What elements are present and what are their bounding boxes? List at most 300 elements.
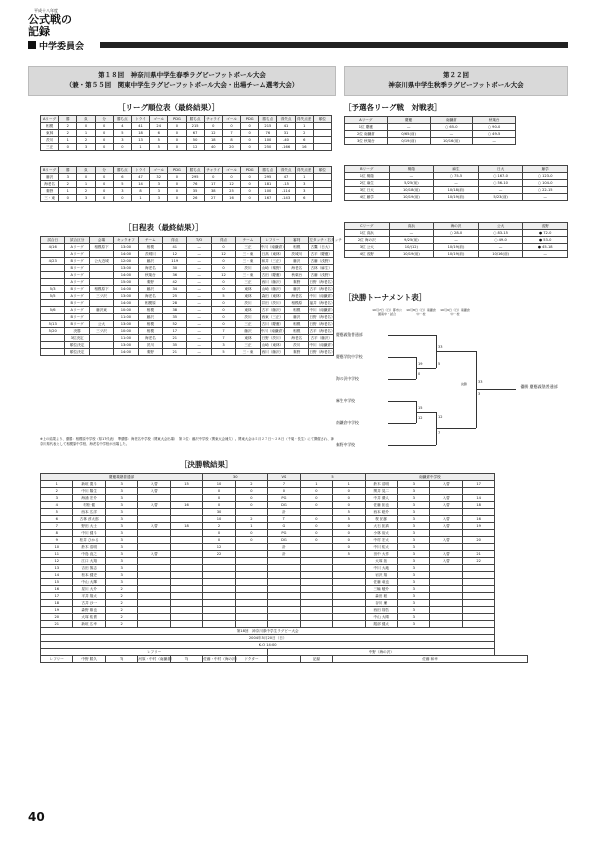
spring-tournament-title: [28, 66, 336, 96]
table-cell: 3: [295, 181, 313, 188]
final-cell: 17: [462, 481, 494, 488]
table-cell: [313, 195, 331, 202]
table-cell: [89, 265, 113, 272]
table-cell: 森田（東林）: [261, 293, 284, 298]
final-cell: [138, 558, 170, 565]
table-cell: 3: [150, 195, 168, 202]
table-cell: 日野（海老名）: [309, 349, 335, 354]
table-cell: 5: [113, 130, 131, 137]
table-cell: 14: [131, 181, 149, 188]
table-cell: ○ 75-5: [434, 173, 479, 180]
bracket-line: [388, 357, 416, 358]
table-cell: [89, 349, 113, 356]
table-cell: 茨川: [236, 314, 260, 321]
table-cell: —: [187, 244, 211, 251]
table-cell: —: [187, 349, 211, 356]
final-cell: [235, 544, 267, 551]
final-cell: [333, 579, 365, 586]
final-cell: 入替: [430, 523, 462, 530]
table-cell: 0: [95, 144, 113, 151]
table-cell: 12: [222, 181, 240, 188]
table-cell: 0: [95, 123, 113, 130]
table-cell: 16: [222, 195, 240, 202]
table-cell: 10/16(前): [430, 138, 473, 145]
final-cell: 1: [235, 523, 267, 530]
final-cell: 村松 健: [73, 502, 105, 509]
table-cell: 井田（茨川）: [261, 300, 284, 305]
final-cell: [138, 544, 170, 551]
final-cell: [333, 572, 365, 579]
final-cell: [170, 530, 202, 537]
final-cell: 0: [300, 488, 332, 495]
bracket-final-label: 決勝: [460, 382, 467, 386]
table-cell: 11:00: [114, 314, 138, 321]
table-cell: 12: [211, 251, 235, 258]
table-cell: 三・東: [236, 258, 260, 265]
table-cell: 7: [222, 130, 240, 137]
table-header-cell: Bリーグ: [41, 167, 59, 174]
final-cell: [462, 586, 494, 593]
table-row: [41, 265, 334, 272]
table-cell: [313, 174, 331, 181]
table-cell: 西川（藤沢）: [261, 279, 284, 284]
table-header-cell: T/O: [187, 237, 211, 244]
table-cell: 6: [150, 130, 168, 137]
table-cell: [89, 335, 113, 342]
final-cell: 3: [397, 572, 429, 579]
final-cell: 3: [397, 495, 429, 502]
page-number: 40: [28, 810, 45, 824]
final-cell: [170, 537, 202, 544]
final-cell: [300, 544, 332, 551]
final-title: ［決勝戦結果］: [180, 460, 233, 469]
table-cell: 10:00: [114, 307, 138, 314]
table-cell: —: [389, 230, 434, 237]
final-cell: 0: [300, 495, 332, 502]
final-cell: [170, 509, 202, 516]
table-cell: 相模: [41, 123, 59, 130]
final-cell: 西本 聡介: [365, 509, 397, 516]
table-cell: [313, 123, 331, 130]
bracket-team: 麻生中学校: [336, 398, 355, 403]
table-header-row: [345, 166, 568, 173]
table-cell: 100: [259, 137, 277, 144]
table-cell: 三・東: [236, 349, 260, 356]
table-cell: 秦野: [285, 349, 309, 356]
final-cell: [203, 614, 235, 621]
table-cell: 13:00: [114, 321, 138, 328]
table-cell: —: [187, 342, 211, 349]
final-info-row: [41, 649, 528, 656]
table-cell: 古平（海老名）: [309, 286, 335, 291]
final-row: [41, 502, 528, 509]
final-info-row: [41, 642, 528, 649]
table-cell: 10/19(前): [434, 244, 479, 251]
table-header-cell: Aリーグ: [41, 116, 59, 123]
final-cell: [268, 565, 300, 572]
table-cell: 14:00: [114, 251, 138, 258]
table-cell: 1位 高浜: [345, 230, 390, 237]
final-cell: [138, 572, 170, 579]
table-row: [345, 237, 568, 244]
table-cell: 67: [186, 130, 204, 137]
table-cell: 0: [168, 181, 186, 188]
final-cell: [462, 600, 494, 607]
table-cell: ○ 49-5: [473, 131, 516, 138]
final-cell: 3: [397, 488, 429, 495]
bracket-winner: 優勝 慶應義塾普通部: [520, 384, 558, 389]
table-header-cell: チーム: [138, 237, 162, 244]
final-cell: [430, 586, 462, 593]
final-cell: [300, 586, 332, 593]
table-row: [345, 244, 568, 251]
bracket-note-2: 10月8日（日）南鎌倉中・校: [406, 308, 436, 316]
final-cell: [235, 572, 267, 579]
table-cell: 2位 海の沢: [345, 237, 390, 244]
table-cell: 10/19(前): [434, 251, 479, 258]
table-cell: 0: [241, 137, 259, 144]
table-cell: 18: [204, 137, 222, 144]
table-cell: 0: [211, 286, 235, 293]
final-cell: 入替: [430, 481, 462, 488]
table-header-cell: 南鎌倉: [430, 117, 473, 124]
table-cell: Aリーグ: [65, 244, 89, 251]
table-cell: 4: [113, 123, 131, 130]
table-cell: —: [434, 237, 479, 244]
final-row: [41, 565, 528, 572]
table-cell: 海老名: [41, 181, 59, 188]
final-cell: 4: [41, 502, 73, 509]
final-cell: [300, 558, 332, 565]
section-heading: [28, 40, 568, 51]
table-row: [345, 187, 568, 194]
table-header-cell: チャライ: [204, 116, 222, 123]
final-cell: 大塚 拓: [365, 558, 397, 565]
final-cell: 3: [41, 495, 73, 502]
final-cell: 入替: [430, 558, 462, 565]
final-cell: 0: [333, 502, 365, 509]
final-cell: G: [268, 523, 300, 530]
table-cell: 藤沢東: [89, 307, 113, 314]
final-cell: 10: [203, 516, 235, 523]
final-cell: [138, 537, 170, 544]
table-header-cell: 勝ち点: [186, 116, 204, 123]
table-cell: 3: [150, 181, 168, 188]
final-cell: [333, 558, 365, 565]
header-year: 平成十八年度: [34, 8, 58, 13]
final-cell: 8: [41, 530, 73, 537]
final-cell: 星川 大介: [73, 586, 105, 593]
final-cell: [235, 558, 267, 565]
table-cell: [89, 272, 113, 279]
table-row: [41, 321, 334, 328]
table-cell: 0: [211, 314, 235, 321]
table-row: [345, 173, 568, 180]
final-cell: [170, 544, 202, 551]
final-cell: [268, 621, 300, 628]
final-cell: [430, 572, 462, 579]
table-row: [41, 293, 334, 300]
final-cell: [430, 530, 462, 537]
table-cell: 10/19(前): [389, 194, 434, 201]
final-row: [41, 488, 528, 495]
table-cell: 10/18(前): [434, 187, 479, 194]
table-cell: ○ 90-0: [473, 124, 516, 131]
table-row: [41, 123, 332, 130]
bracket-line: [388, 423, 416, 424]
final-header-cell: 30: [203, 474, 268, 481]
table-cell: 24: [150, 123, 168, 130]
table-cell: Bリーグ: [65, 314, 89, 321]
final-cell: [268, 600, 300, 607]
final-cell: 小林 裕太: [365, 530, 397, 537]
final-cell: [170, 614, 202, 621]
section-label: 中学委員会: [39, 42, 85, 52]
final-cell: 0: [300, 516, 332, 523]
table-cell: 中川（南鎌倉）: [260, 244, 286, 249]
league-standings-title: ［リーグ順位表（最終結果）］: [118, 103, 220, 112]
final-officials-row: [41, 656, 528, 663]
final-cell: [138, 607, 170, 614]
table-row: [345, 124, 516, 131]
table-cell: 30: [163, 265, 187, 272]
final-cell: [462, 544, 494, 551]
table-cell: 0: [95, 188, 113, 195]
table-cell: 5: [113, 181, 131, 188]
table-cell: 藤沢: [285, 314, 309, 321]
table-header-cell: 海の沢: [434, 223, 479, 230]
final-cell: [203, 593, 235, 600]
table-cell: [313, 130, 331, 137]
final-cell: [235, 509, 267, 516]
table-row: [41, 279, 334, 286]
table-cell: 0: [59, 195, 77, 202]
table-cell: —: [387, 124, 430, 131]
bracket-line: [436, 351, 476, 352]
table-header-cell: 審判: [285, 237, 309, 244]
table-cell: —: [187, 258, 211, 265]
final-official-cell: ドクター: [235, 656, 267, 663]
table-cell: —: [187, 300, 211, 307]
final-cell: DG: [268, 537, 300, 544]
final-cell: [203, 572, 235, 579]
final-cell: 3: [397, 544, 429, 551]
final-cell: [300, 551, 332, 558]
final-cell: 16: [170, 502, 202, 509]
final-row: [41, 495, 528, 502]
final-cell: 3: [397, 523, 429, 530]
table-cell: 4/23: [41, 258, 65, 265]
final-cell: [430, 621, 462, 628]
table-row: [345, 251, 568, 258]
final-cell: 2: [235, 516, 267, 523]
table-cell: 0: [211, 300, 235, 307]
table-cell: 三正: [236, 321, 260, 328]
table-header-cell: 藤学: [523, 166, 568, 173]
standings-b-table: [40, 166, 332, 202]
final-cell: 0: [300, 502, 332, 509]
final-cell: 入替: [138, 488, 170, 495]
table-header-cell: PDG: [241, 116, 259, 123]
table-cell: [89, 279, 113, 286]
final-cell: 中村 宏太: [365, 537, 397, 544]
table-cell: —: [187, 314, 211, 321]
table-cell: —: [473, 138, 516, 145]
final-cell: 0: [235, 502, 267, 509]
final-cell: 2: [105, 607, 137, 614]
table-header-cell: Cリーグ: [345, 223, 390, 230]
table-cell: 6: [295, 137, 313, 144]
final-cell: 3: [397, 614, 429, 621]
final-cell: [268, 572, 300, 579]
table-cell: -40: [277, 137, 295, 144]
table-cell: 38: [163, 307, 187, 314]
table-cell: 1: [77, 130, 95, 137]
table-cell: 50: [186, 137, 204, 144]
table-cell: 藤沢: [138, 314, 162, 321]
table-cell: Bリーグ: [65, 321, 89, 328]
table-cell: 三正: [41, 144, 59, 151]
final-cell: 1: [300, 481, 332, 488]
final-cell: [170, 621, 202, 628]
final-cell: 19: [41, 607, 73, 614]
table-cell: 1: [77, 181, 95, 188]
final-cell: PG: [268, 495, 300, 502]
table-cell: 1: [131, 195, 149, 202]
table-cell: 4位 浅野: [345, 251, 390, 258]
table-cell: ○ 104-0: [523, 180, 568, 187]
table-cell: 25: [163, 293, 187, 300]
table-cell: 5/6: [41, 307, 65, 314]
final-official-cell: 佐藤 和幸: [333, 656, 528, 663]
final-cell: 0: [333, 488, 365, 495]
table-cell: —: [187, 321, 211, 328]
bracket-team: 海の沢中学校: [336, 376, 359, 381]
table-header-cell: 公大: [478, 223, 523, 230]
table-cell: 3位 日大: [345, 187, 390, 194]
autumn-title-line1: 第２２回: [443, 71, 469, 79]
table-cell: Aリーグ: [65, 272, 89, 279]
final-cell: 入替: [430, 495, 462, 502]
table-cell: —: [430, 131, 473, 138]
final-cell: 3: [397, 509, 429, 516]
table-cell: 5: [150, 137, 168, 144]
final-cell: 3: [105, 565, 137, 572]
final-official-cell: TJ: [170, 656, 202, 663]
table-cell: ● 45-18: [523, 244, 568, 251]
table-cell: 古藤（浅野）: [310, 258, 333, 263]
final-cell: 0: [268, 488, 300, 495]
final-cell: 3: [105, 495, 137, 502]
final-cell: 三輪 駿介: [365, 586, 397, 593]
table-cell: 1: [59, 188, 77, 195]
final-cell: [268, 607, 300, 614]
table-cell: 76: [259, 130, 277, 137]
table-cell: [313, 144, 331, 151]
table-row: [41, 181, 332, 188]
final-cell: 3: [397, 586, 429, 593]
table-cell: 1: [295, 174, 313, 181]
table-cell: 15:00: [114, 279, 138, 286]
final-cell: [170, 572, 202, 579]
table-cell: ● 72-0: [523, 230, 568, 237]
final-official-cell: [268, 656, 300, 663]
final-cell: 5: [41, 509, 73, 516]
final-cell: 3: [397, 621, 429, 628]
table-cell: 10/(12): [389, 244, 434, 251]
table-header-cell: 秋葉台: [473, 117, 516, 124]
final-cell: 江口 大翔: [73, 558, 105, 565]
final-official-cell: 佐藤・中村（海の沢）: [203, 656, 240, 661]
table-cell: 0: [95, 195, 113, 202]
final-cell: 2: [203, 523, 235, 530]
table-cell: Aリーグ: [65, 307, 89, 314]
final-cell: 14: [462, 495, 494, 502]
table-cell: 0: [241, 130, 259, 137]
table-cell: 藤沢: [285, 258, 309, 265]
table-cell: 茨城川: [285, 251, 309, 258]
final-cell: 0: [203, 488, 235, 495]
final-cell: 3: [397, 565, 429, 572]
table-cell: 順位決定: [65, 342, 89, 349]
table-header-cell: 分: [95, 116, 113, 123]
table-cell: 2: [77, 137, 95, 144]
bracket-team: 慶應学院中学校: [336, 354, 363, 359]
table-cell: 海老名: [285, 293, 309, 300]
final-info-cell: 中野（海の沢）: [268, 649, 495, 656]
table-cell: 76: [186, 181, 204, 188]
table-header-cell: ゴール: [222, 167, 240, 174]
final-header-cell: 5: [300, 474, 365, 481]
final-cell: [235, 614, 267, 621]
table-cell: 2: [59, 123, 77, 130]
final-row: [41, 607, 528, 614]
table-cell: 0: [204, 174, 222, 181]
table-row: [41, 342, 334, 349]
table-cell: [41, 251, 65, 258]
table-cell: 古藤（浅野）: [310, 272, 333, 277]
table-cell: 三ツ沢: [89, 328, 113, 335]
final-cell: [300, 572, 332, 579]
table-cell: 12: [163, 251, 187, 258]
table-cell: 14:00: [114, 286, 138, 293]
final-cell: 3: [105, 544, 137, 551]
table-cell: 2: [59, 130, 77, 137]
table-cell: 中川（南鎌倉）: [260, 328, 286, 333]
final-cell: [462, 614, 494, 621]
table-cell: 海老名: [138, 293, 162, 300]
table-cell: 21: [163, 349, 187, 356]
final-cell: 5: [333, 509, 365, 516]
final-cell: 2: [105, 600, 137, 607]
table-cell: 38: [204, 188, 222, 195]
table-cell: 茨城川: [138, 251, 162, 258]
table-header-cell: 浅野: [523, 223, 568, 230]
final-cell: [170, 607, 202, 614]
table-cell: Bリーグ: [65, 265, 89, 272]
table-cell: 12: [211, 272, 235, 279]
table-cell: 茨川: [236, 265, 260, 272]
table-cell: 34: [163, 286, 187, 293]
final-cell: 22: [203, 551, 235, 558]
final-cell: 12: [203, 544, 235, 551]
table-cell: [89, 300, 113, 307]
table-cell: 13:00: [114, 244, 138, 251]
final-cell: 10: [203, 481, 235, 488]
table-header-cell: Aリーグ: [345, 117, 388, 124]
final-cell: 服部 健太: [365, 621, 397, 628]
table-header-cell: 勝ち点: [259, 167, 277, 174]
